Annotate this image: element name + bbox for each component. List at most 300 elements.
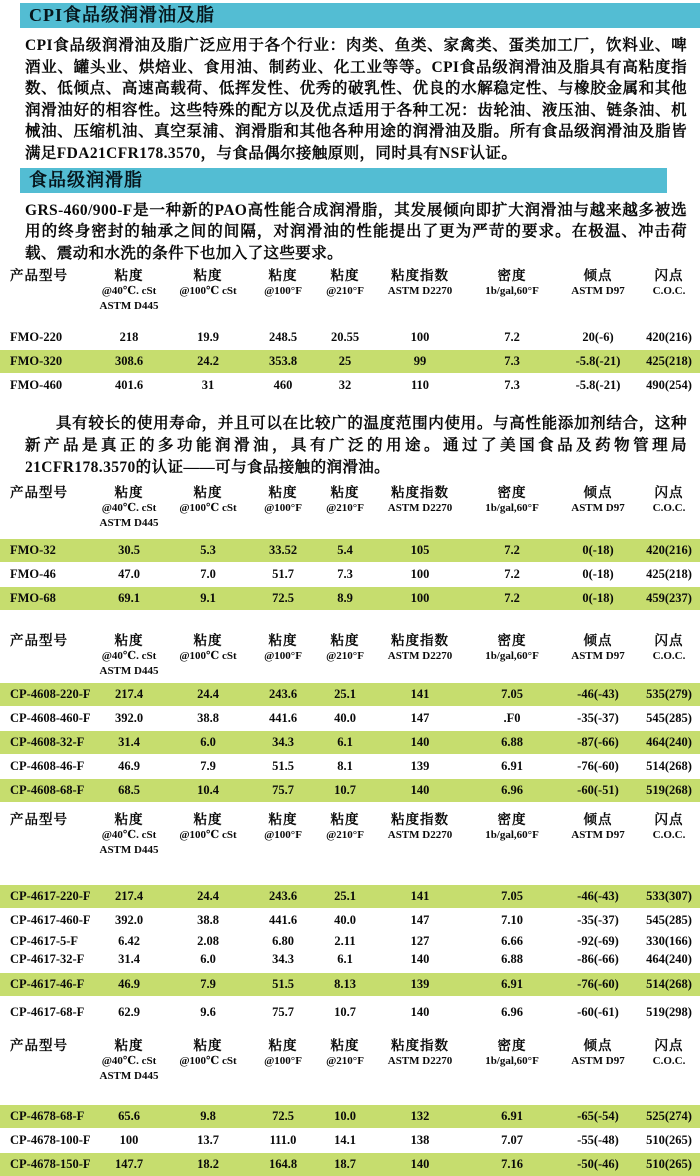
cell-value: 20.55 bbox=[330, 330, 360, 345]
cell-value: 7.3 bbox=[337, 567, 353, 582]
cell-value: 392.0 bbox=[114, 711, 144, 726]
column-header-model bbox=[0, 267, 92, 284]
column-header-label: ASTM D445 bbox=[99, 1070, 159, 1083]
cell-value: 510(265) bbox=[646, 1157, 692, 1172]
cell-value: 217.4 bbox=[114, 687, 144, 702]
cell-value: 33.52 bbox=[268, 543, 298, 558]
cell-value: 139 bbox=[410, 759, 430, 774]
table-row bbox=[0, 951, 700, 968]
cell-value: 6.42 bbox=[118, 934, 140, 949]
column-header bbox=[374, 1037, 466, 1069]
section-title-bar-grease bbox=[20, 168, 667, 193]
cell-value: 441.6 bbox=[268, 711, 298, 726]
column-header-label: 粘度指数 bbox=[391, 485, 449, 501]
column-header-label: 闪点 bbox=[654, 268, 684, 284]
cell-value: 25 bbox=[338, 354, 352, 369]
cell-value: 6.88 bbox=[501, 735, 523, 750]
cell-value: 308.6 bbox=[114, 354, 144, 369]
cell-value: 164.8 bbox=[268, 1157, 298, 1172]
cell-value: 31.4 bbox=[118, 952, 140, 967]
cell-product-model: CP-4678-150-F bbox=[10, 1157, 91, 1172]
table-rows bbox=[0, 326, 700, 397]
column-header-label: 密度 bbox=[497, 812, 527, 828]
cell-value: -87(-66) bbox=[577, 735, 619, 750]
table-row bbox=[0, 885, 700, 908]
column-header-label: ASTM D2270 bbox=[387, 285, 453, 298]
cell-value: 111.0 bbox=[269, 1133, 297, 1148]
column-header-label: 倾点 bbox=[583, 485, 613, 501]
cell-value: -46(-43) bbox=[577, 687, 619, 702]
cell-value: 8.13 bbox=[334, 977, 356, 992]
column-header bbox=[638, 632, 700, 664]
column-header-label: @210°F bbox=[326, 829, 364, 842]
column-header-label: 粘度 bbox=[193, 812, 223, 828]
table-row bbox=[0, 563, 700, 586]
column-header-label: ASTM D445 bbox=[99, 517, 159, 530]
cell-value: 519(268) bbox=[646, 783, 692, 798]
cell-value: 51.7 bbox=[272, 567, 294, 582]
column-header-label: C.O.C. bbox=[652, 650, 686, 663]
column-header-label: ASTM D97 bbox=[571, 1055, 625, 1068]
column-header bbox=[466, 267, 558, 299]
cell-value: 8.1 bbox=[337, 759, 353, 774]
cell-value: 0(-18) bbox=[582, 591, 614, 606]
cell-value: 7.3 bbox=[504, 378, 520, 393]
cell-value: 7.05 bbox=[501, 687, 523, 702]
cell-value: 46.9 bbox=[118, 977, 140, 992]
cell-value: 533(307) bbox=[646, 889, 692, 904]
column-header bbox=[166, 1037, 250, 1069]
column-header-label: 闪点 bbox=[654, 1038, 684, 1054]
cell-value: 72.5 bbox=[272, 591, 294, 606]
table-row bbox=[0, 683, 700, 706]
cell-value: 420(216) bbox=[646, 330, 692, 345]
cell-value: 18.7 bbox=[334, 1157, 356, 1172]
column-header bbox=[558, 484, 638, 516]
cell-value: -5.8(-21) bbox=[575, 354, 621, 369]
cell-value: -60(-51) bbox=[577, 783, 619, 798]
column-header-label: 倾点 bbox=[583, 268, 613, 284]
cell-value: 7.16 bbox=[501, 1157, 523, 1172]
mid-paragraph: 具有较长的使用寿命，并且可以在比较广的温度范围内使用。与高性能添加剂结合，这种新产品是真正的多功能润滑油，具有广泛的用途。通过了美国食品及药物管理局21CFR178.3570的认证——可与食品接触的润滑油。 bbox=[25, 415, 687, 476]
spec-table-fmo-heavy bbox=[0, 267, 700, 397]
cell-value: 7.9 bbox=[200, 977, 216, 992]
column-header-label: C.O.C. bbox=[652, 1055, 686, 1068]
table-row bbox=[0, 779, 700, 802]
cell-value: 7.10 bbox=[501, 913, 523, 928]
cell-product-model: CP-4678-68-F bbox=[10, 1109, 85, 1124]
column-header-label: 1b/gal,60°F bbox=[485, 1055, 539, 1068]
cell-value: 401.6 bbox=[114, 378, 144, 393]
cell-value: 6.0 bbox=[200, 735, 216, 750]
column-header-label: @100℃ cSt bbox=[179, 502, 237, 515]
table-rows bbox=[0, 885, 700, 1024]
column-header-label: 闪点 bbox=[654, 633, 684, 649]
column-header-label: ASTM D2270 bbox=[387, 1055, 453, 1068]
cell-value: 464(240) bbox=[646, 735, 692, 750]
cell-value: -60(-61) bbox=[577, 1005, 619, 1020]
cell-value: 2.08 bbox=[197, 934, 219, 949]
column-header-label: @210°F bbox=[326, 502, 364, 515]
column-header bbox=[374, 267, 466, 299]
column-header bbox=[374, 632, 466, 664]
cell-value: 100 bbox=[410, 567, 430, 582]
column-header bbox=[92, 267, 166, 314]
cell-value: 7.07 bbox=[501, 1133, 523, 1148]
cell-value: 10.7 bbox=[334, 783, 356, 798]
column-header-label: 粘度 bbox=[193, 1038, 223, 1054]
cell-value: 535(279) bbox=[646, 687, 692, 702]
cell-value: 51.5 bbox=[272, 977, 294, 992]
column-header-label: 粘度 bbox=[114, 1038, 144, 1054]
cell-value: 6.0 bbox=[200, 952, 216, 967]
cell-product-model: CP-4617-220-F bbox=[10, 889, 91, 904]
cell-value: 10.0 bbox=[334, 1109, 356, 1124]
cell-value: -76(-60) bbox=[577, 759, 619, 774]
column-header bbox=[166, 267, 250, 299]
column-header-label: @100°F bbox=[264, 285, 302, 298]
cell-value: 34.3 bbox=[272, 735, 294, 750]
table-row bbox=[0, 1105, 700, 1128]
cell-value: 7.2 bbox=[504, 330, 520, 345]
table-header-row bbox=[0, 632, 700, 679]
cell-value: 140 bbox=[410, 952, 430, 967]
cell-value: 72.5 bbox=[272, 1109, 294, 1124]
column-header-label: @100℃ cSt bbox=[179, 1055, 237, 1068]
cell-value: 525(274) bbox=[646, 1109, 692, 1124]
column-header-label: @40℃. cSt bbox=[101, 285, 157, 298]
cell-product-model: FMO-68 bbox=[10, 591, 56, 606]
cell-value: 6.91 bbox=[501, 977, 523, 992]
cell-value: 62.9 bbox=[118, 1005, 140, 1020]
cell-value: 75.7 bbox=[272, 783, 294, 798]
column-header-label: ASTM D97 bbox=[571, 650, 625, 663]
table-row bbox=[0, 587, 700, 610]
column-header-label: 粘度 bbox=[330, 485, 360, 501]
column-header bbox=[316, 484, 374, 516]
column-header-label: 粘度指数 bbox=[391, 1038, 449, 1054]
cell-value: 99 bbox=[413, 354, 427, 369]
column-header-label: @100°F bbox=[264, 829, 302, 842]
cell-value: 18.2 bbox=[197, 1157, 219, 1172]
column-header-label: C.O.C. bbox=[652, 285, 686, 298]
cell-value: 38.8 bbox=[197, 913, 219, 928]
column-header-label: 粘度 bbox=[330, 812, 360, 828]
cell-value: 9.1 bbox=[200, 591, 216, 606]
cell-value: 14.1 bbox=[334, 1133, 356, 1148]
section-title: CPI食品级润滑油及脂 bbox=[29, 5, 215, 25]
column-header-label: @100℃ cSt bbox=[179, 285, 237, 298]
column-header-label: 粘度 bbox=[330, 1038, 360, 1054]
column-header bbox=[638, 811, 700, 843]
cell-value: 140 bbox=[410, 1157, 430, 1172]
cell-value: 6.80 bbox=[272, 934, 294, 949]
cell-value: 545(285) bbox=[646, 711, 692, 726]
column-header-label: 粘度指数 bbox=[391, 633, 449, 649]
table-row bbox=[0, 909, 700, 932]
column-header-label: 产品型号 bbox=[10, 485, 68, 501]
table-header-row bbox=[0, 267, 700, 314]
column-header-label: 粘度指数 bbox=[391, 812, 449, 828]
cell-value: 140 bbox=[410, 735, 430, 750]
cell-value: 110 bbox=[410, 378, 430, 393]
column-header-label: @40℃. cSt bbox=[101, 829, 157, 842]
column-header-label: 密度 bbox=[497, 268, 527, 284]
cell-value: 6.96 bbox=[501, 1005, 523, 1020]
cell-value: 75.7 bbox=[272, 1005, 294, 1020]
cell-product-model: FMO-32 bbox=[10, 543, 56, 558]
table-row bbox=[0, 1001, 700, 1024]
cell-value: 65.6 bbox=[118, 1109, 140, 1124]
cell-value: 420(216) bbox=[646, 543, 692, 558]
column-header bbox=[250, 811, 316, 843]
cell-value: 7.0 bbox=[200, 567, 216, 582]
cell-value: 218 bbox=[119, 330, 139, 345]
cell-value: 30.5 bbox=[118, 543, 140, 558]
cell-product-model: CP-4678-100-F bbox=[10, 1133, 91, 1148]
cell-value: 5.4 bbox=[337, 543, 353, 558]
column-header bbox=[250, 632, 316, 664]
cell-value: 6.1 bbox=[337, 952, 353, 967]
cell-value: 425(218) bbox=[646, 354, 692, 369]
column-header-label: @100°F bbox=[264, 650, 302, 663]
column-header bbox=[374, 484, 466, 516]
cell-product-model: CP-4617-46-F bbox=[10, 977, 85, 992]
cell-value: 7.2 bbox=[504, 567, 520, 582]
cell-value: 490(254) bbox=[646, 378, 692, 393]
column-header-label: 粘度 bbox=[330, 268, 360, 284]
cell-value: 141 bbox=[410, 687, 430, 702]
cell-value: -35(-37) bbox=[577, 711, 619, 726]
cell-value: 24.4 bbox=[197, 687, 219, 702]
table-row bbox=[0, 350, 700, 373]
cell-product-model: CP-4608-220-F bbox=[10, 687, 91, 702]
cell-product-model: FMO-46 bbox=[10, 567, 56, 582]
cell-value: 147.7 bbox=[114, 1157, 144, 1172]
column-header bbox=[374, 811, 466, 843]
cell-value: 0(-18) bbox=[582, 567, 614, 582]
column-header-label: 粘度 bbox=[268, 485, 298, 501]
cell-value: 9.6 bbox=[200, 1005, 216, 1020]
column-header-model bbox=[0, 1037, 92, 1054]
cell-value: 31.4 bbox=[118, 735, 140, 750]
column-header bbox=[92, 484, 166, 531]
cell-value: 519(298) bbox=[646, 1005, 692, 1020]
cell-value: 545(285) bbox=[646, 913, 692, 928]
column-header-label: 粘度 bbox=[193, 485, 223, 501]
cell-value: 69.1 bbox=[118, 591, 140, 606]
column-header bbox=[558, 811, 638, 843]
cell-value: 105 bbox=[410, 543, 430, 558]
column-header-label: 粘度 bbox=[114, 485, 144, 501]
column-header-label: 粘度 bbox=[268, 633, 298, 649]
cell-value: 47.0 bbox=[118, 567, 140, 582]
cell-product-model: CP-4608-68-F bbox=[10, 783, 85, 798]
column-header-label: 粘度 bbox=[330, 633, 360, 649]
intro-paragraph: CPI食品级润滑油及脂广泛应用于各个行业：肉类、鱼类、家禽类、蛋类加工厂，饮料业、啤酒业、罐头业、烘焙业、食用油、制药业、化工业等等。CPI食品级润滑油及脂具有高粘度指数、低倾点、高速高载荷、低挥发性、优秀的破乳性、优良的水解稳定性、与橡胶金属和其他润滑油好的相容性。这些特殊的配方以及优点适用于各种工况：齿轮油、液压油、链条油、机械油、压缩机油、真空泵浦、润滑脂和其他各种用途的润滑油及脂。所有食品级润滑油及脂皆满足FDA21CFR178.3570，与食品偶尔接触原则，同时具有NSF认证。 bbox=[25, 37, 687, 162]
cell-value: 139 bbox=[410, 977, 430, 992]
table-row bbox=[0, 933, 700, 950]
cell-product-model: CP-4617-5-F bbox=[10, 934, 79, 949]
column-header bbox=[638, 1037, 700, 1069]
table-row bbox=[0, 755, 700, 778]
cell-product-model: CP-4617-460-F bbox=[10, 913, 91, 928]
column-header-model bbox=[0, 811, 92, 828]
cell-value: 127 bbox=[410, 934, 430, 949]
column-header bbox=[638, 267, 700, 299]
cell-value: -65(-54) bbox=[577, 1109, 619, 1124]
column-header-label: @210°F bbox=[326, 650, 364, 663]
cell-value: 7.05 bbox=[501, 889, 523, 904]
cell-value: .F0 bbox=[503, 711, 521, 726]
column-header-label: 粘度 bbox=[193, 268, 223, 284]
column-header-label: 产品型号 bbox=[10, 633, 68, 649]
cell-value: 6.96 bbox=[501, 783, 523, 798]
cell-value: 243.6 bbox=[268, 687, 298, 702]
cell-value: -46(-43) bbox=[577, 889, 619, 904]
cell-value: 0(-18) bbox=[582, 543, 614, 558]
cell-value: 25.1 bbox=[334, 889, 356, 904]
section-title-bar-lubricants bbox=[20, 3, 700, 28]
column-header bbox=[558, 267, 638, 299]
table-rows bbox=[0, 683, 700, 802]
column-header bbox=[316, 811, 374, 843]
column-header-label: 1b/gal,60°F bbox=[485, 502, 539, 515]
column-header-label: 密度 bbox=[497, 1038, 527, 1054]
cell-product-model: FMO-220 bbox=[10, 330, 63, 345]
column-header-model bbox=[0, 632, 92, 649]
column-header-label: ASTM D97 bbox=[571, 829, 625, 842]
column-header bbox=[92, 811, 166, 858]
cell-value: 459(237) bbox=[646, 591, 692, 606]
column-header-label: @40℃. cSt bbox=[101, 502, 157, 515]
cell-product-model: CP-4608-32-F bbox=[10, 735, 85, 750]
cell-value: 40.0 bbox=[334, 711, 356, 726]
cell-value: 46.9 bbox=[118, 759, 140, 774]
column-header-label: 粘度 bbox=[268, 268, 298, 284]
cell-value: 5.3 bbox=[200, 543, 216, 558]
column-header-label: 密度 bbox=[497, 633, 527, 649]
table-row bbox=[0, 973, 700, 996]
spec-table-cp4678 bbox=[0, 1037, 700, 1176]
cell-value: 7.3 bbox=[504, 354, 520, 369]
cell-value: 392.0 bbox=[114, 913, 144, 928]
column-header-label: 倾点 bbox=[583, 633, 613, 649]
cell-value: 6.66 bbox=[501, 934, 523, 949]
column-header-label: 产品型号 bbox=[10, 812, 68, 828]
cell-value: 13.7 bbox=[197, 1133, 219, 1148]
column-header-label: 粘度 bbox=[268, 812, 298, 828]
cell-value: 6.91 bbox=[501, 759, 523, 774]
cell-value: 100 bbox=[410, 591, 430, 606]
column-header bbox=[166, 811, 250, 843]
column-header bbox=[250, 484, 316, 516]
cell-value: 510(265) bbox=[646, 1133, 692, 1148]
cell-value: 20(-6) bbox=[582, 330, 614, 345]
cell-value: 141 bbox=[410, 889, 430, 904]
cell-value: 6.91 bbox=[501, 1109, 523, 1124]
cell-value: 140 bbox=[410, 1005, 430, 1020]
cell-value: 34.3 bbox=[272, 952, 294, 967]
cell-value: 7.9 bbox=[200, 759, 216, 774]
cell-product-model: FMO-460 bbox=[10, 378, 63, 393]
cell-value: 441.6 bbox=[268, 913, 298, 928]
column-header bbox=[466, 811, 558, 843]
column-header-label: 1b/gal,60°F bbox=[485, 650, 539, 663]
column-header-label: @40℃. cSt bbox=[101, 1055, 157, 1068]
column-header bbox=[466, 1037, 558, 1069]
cell-value: 68.5 bbox=[118, 783, 140, 798]
column-header-label: 粘度 bbox=[114, 633, 144, 649]
cell-value: 32 bbox=[338, 378, 352, 393]
table-row bbox=[0, 1129, 700, 1152]
column-header-label: @210°F bbox=[326, 285, 364, 298]
column-header-label: 闪点 bbox=[654, 812, 684, 828]
cell-value: 100 bbox=[410, 330, 430, 345]
column-header bbox=[250, 1037, 316, 1069]
section-title: 食品级润滑脂 bbox=[29, 169, 143, 190]
column-header-label: ASTM D2270 bbox=[387, 650, 453, 663]
table-row bbox=[0, 326, 700, 349]
cell-value: 514(268) bbox=[646, 977, 692, 992]
cell-product-model: CP-4608-460-F bbox=[10, 711, 91, 726]
column-header-label: 倾点 bbox=[583, 812, 613, 828]
column-header-label: 粘度 bbox=[114, 268, 144, 284]
cell-value: 100 bbox=[119, 1133, 139, 1148]
cell-product-model: CP-4608-46-F bbox=[10, 759, 85, 774]
column-header-label: 密度 bbox=[497, 485, 527, 501]
cell-value: 51.5 bbox=[272, 759, 294, 774]
cell-value: 25.1 bbox=[334, 687, 356, 702]
table-rows bbox=[0, 1105, 700, 1176]
cell-value: -86(-66) bbox=[577, 952, 619, 967]
cell-value: 7.2 bbox=[504, 543, 520, 558]
cell-value: 243.6 bbox=[268, 889, 298, 904]
cell-value: 9.8 bbox=[200, 1109, 216, 1124]
column-header-label: 粘度 bbox=[114, 812, 144, 828]
column-header-label: 1b/gal,60°F bbox=[485, 285, 539, 298]
cell-value: 2.11 bbox=[334, 934, 356, 949]
column-header bbox=[92, 1037, 166, 1084]
cell-value: 425(218) bbox=[646, 567, 692, 582]
spec-table-cp4608 bbox=[0, 632, 700, 802]
table-row bbox=[0, 707, 700, 730]
cell-value: 10.7 bbox=[334, 1005, 356, 1020]
column-header-label: @100°F bbox=[264, 1055, 302, 1068]
cell-value: -35(-37) bbox=[577, 913, 619, 928]
table-header-row bbox=[0, 484, 700, 531]
cell-value: 248.5 bbox=[268, 330, 298, 345]
column-header bbox=[638, 484, 700, 516]
column-header-label: @100°F bbox=[264, 502, 302, 515]
cell-product-model: CP-4617-68-F bbox=[10, 1005, 85, 1020]
table-row bbox=[0, 731, 700, 754]
table-header-row bbox=[0, 1037, 700, 1084]
cell-value: 6.1 bbox=[337, 735, 353, 750]
cell-value: 132 bbox=[410, 1109, 430, 1124]
column-header-label: 1b/gal,60°F bbox=[485, 829, 539, 842]
cell-value: 24.4 bbox=[197, 889, 219, 904]
cell-value: 353.8 bbox=[268, 354, 298, 369]
cell-value: 460 bbox=[273, 378, 293, 393]
spec-table-cp4617 bbox=[0, 811, 700, 1024]
cell-value: 138 bbox=[410, 1133, 430, 1148]
column-header-label: 倾点 bbox=[583, 1038, 613, 1054]
page bbox=[0, 3, 700, 1176]
cell-value: -92(-69) bbox=[577, 934, 619, 949]
cell-product-model: FMO-320 bbox=[10, 354, 63, 369]
column-header-label: ASTM D97 bbox=[571, 285, 625, 298]
